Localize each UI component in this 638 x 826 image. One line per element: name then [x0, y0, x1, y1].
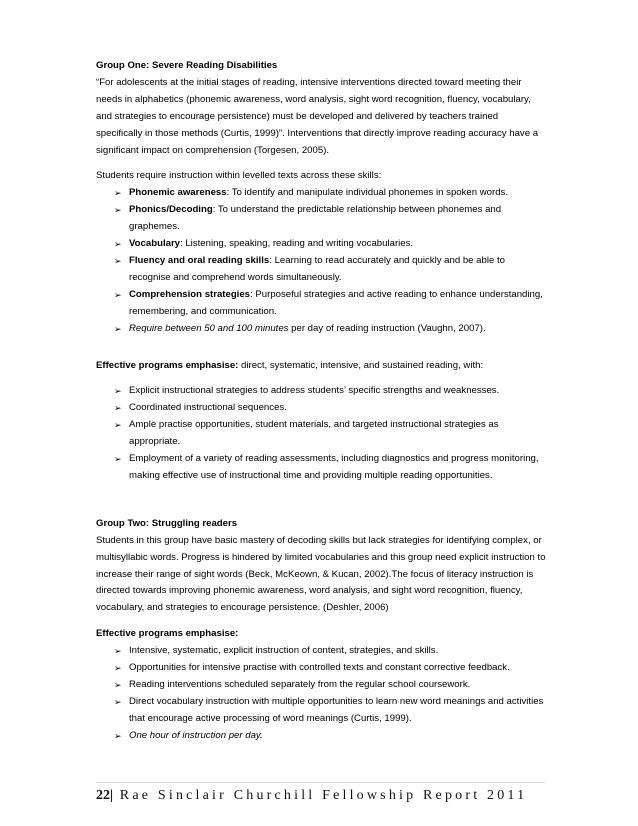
- list-item: [96, 253, 546, 287]
- list-item: ➢ Ample practise opportunities, student materials, and targeted instructional strategies as appropriate.: [114, 419, 499, 448]
- list-item: [96, 202, 546, 236]
- group-one-intro: “For adolescents at the initial stages of reading, intensive interventions directed toward meeting their needs in alphabetics (phonemic awareness, word analysis, sight word recognition, fluency, vocabulary, and strategies to encourage persistence) must be developed and delivered by teachers trained specifically in those methods (Curtis, 1999)”. Interventions that directly improve reading accuracy have a significant impact on comprehension (Torgesen, 2005).: [96, 76, 539, 156]
- arrow-bullet-icon: ➢: [114, 386, 122, 397]
- list-item: ➢ Intensive, systematic, explicit instruction of content, strategies, and skills.: [96, 643, 546, 660]
- skill-term: Phonemic awareness: [129, 187, 227, 199]
- list-item: ➢ Reading interventions scheduled separately from the regular school coursework.: [96, 677, 546, 694]
- group-two-heading: Group Two: Struggling readers: [96, 517, 238, 529]
- arrow-bullet-icon: ➢: [114, 730, 122, 741]
- arrow-bullet-icon: ➢: [114, 205, 122, 216]
- arrow-bullet-icon: ➢: [114, 188, 122, 199]
- arrow-bullet-icon: ➢: [114, 454, 122, 465]
- skill-desc: : To identify and manipulate individual phonemes in spoken words.: [226, 187, 509, 199]
- effective-rest: direct, systematic, intensive, and sustained reading, with:: [238, 359, 484, 371]
- group-two-effective-label: Effective programs emphasise:: [96, 628, 239, 640]
- skill-desc: : To understand the predictable relationship between phonemes and graphemes.: [129, 204, 502, 233]
- arrow-bullet-icon: ➢: [114, 696, 122, 707]
- effective-label: Effective programs emphasise:: [96, 359, 239, 371]
- skill-desc: : Purposeful strategies and active reading to enhance understanding, remembering, and communication.: [129, 288, 543, 317]
- arrow-bullet-icon: ➢: [114, 289, 122, 300]
- list-item: [96, 321, 546, 338]
- effective-list: [96, 383, 546, 484]
- group-two-effective-list: [96, 643, 546, 744]
- skill-term: Phonics/Decoding: [129, 204, 213, 216]
- arrow-bullet-icon: ➢: [114, 420, 122, 431]
- skills-list: [96, 185, 546, 337]
- arrow-bullet-icon: ➢: [114, 323, 122, 334]
- footer-separator: |: [110, 788, 114, 803]
- skill-term: Vocabulary: [129, 238, 181, 250]
- list-item: ➢ Coordinated instructional sequences.: [96, 400, 546, 417]
- arrow-bullet-icon: ➢: [114, 663, 122, 674]
- list-item: ➢ One hour of instruction per day.: [96, 728, 546, 745]
- skill-term: Fluency and oral reading skills: [129, 254, 270, 266]
- list-item: ➢ Opportunities for intensive practise with controlled texts and constant corrective feedback.: [96, 660, 546, 677]
- skill-desc: : Learning to read accurately and quickly and be able to recognise and comprehend words simultaneously.: [129, 254, 505, 283]
- time-requirement: Require between 50 and 100 minutes: [129, 322, 289, 334]
- arrow-bullet-icon: ➢: [114, 680, 122, 690]
- document-body: [96, 58, 546, 745]
- footer-divider: [96, 782, 546, 783]
- list-item: ➢ Explicit instructional strategies to address students’ specific strengths and weaknesses.: [96, 383, 546, 400]
- arrow-bullet-icon: ➢: [114, 239, 122, 250]
- page-number: 22: [96, 788, 110, 803]
- group-two-intro: Students in this group have basic mastery of decoding skills but lack strategies for identifying complex, or multisyllabic words. Progress is hindered by limited vocabularies and this group need explicit instruction to increase their range of sight words (Beck, McKeown, & Kucan, 2002).The focus of literacy instruction is directed towards improving phonemic awareness, word analysis, and sight word recognition, fluency, vocabulary, and strategies to encourage persistence. (Deshler, 2006): [96, 534, 546, 614]
- list-item: ➢ Direct vocabulary instruction with multiple opportunities to learn new word meanings and activities that encourage active processing of word meanings (Curtis, 1999).: [114, 695, 544, 724]
- effective-programs-line: [96, 358, 546, 375]
- arrow-bullet-icon: ➢: [114, 646, 122, 657]
- list-item: [96, 185, 546, 202]
- arrow-bullet-icon: ➢: [114, 255, 122, 266]
- skills-intro: Students require instruction within levelled texts across these skills:: [96, 170, 382, 182]
- time-requirement-rest: per day of reading instruction (Vaughn, 2007).: [288, 322, 486, 334]
- arrow-bullet-icon: ➢: [114, 403, 122, 414]
- list-item: ➢ Employment of a variety of reading assessments, including diagnostics and progress monitoring, making effective use of instructional time and providing multiple reading opportunities.: [114, 453, 539, 481]
- footer-title: Rae Sinclair Churchill Fellowship Report 2011: [119, 788, 528, 803]
- group-one-heading: Group One: Severe Reading Disabilities: [96, 60, 278, 71]
- skill-term: Comprehension strategies: [129, 288, 251, 300]
- list-item: [96, 287, 546, 321]
- skill-desc: : Listening, speaking, reading and writing vocabularies.: [180, 238, 414, 250]
- page-footer: [96, 788, 527, 804]
- list-item: [96, 236, 546, 253]
